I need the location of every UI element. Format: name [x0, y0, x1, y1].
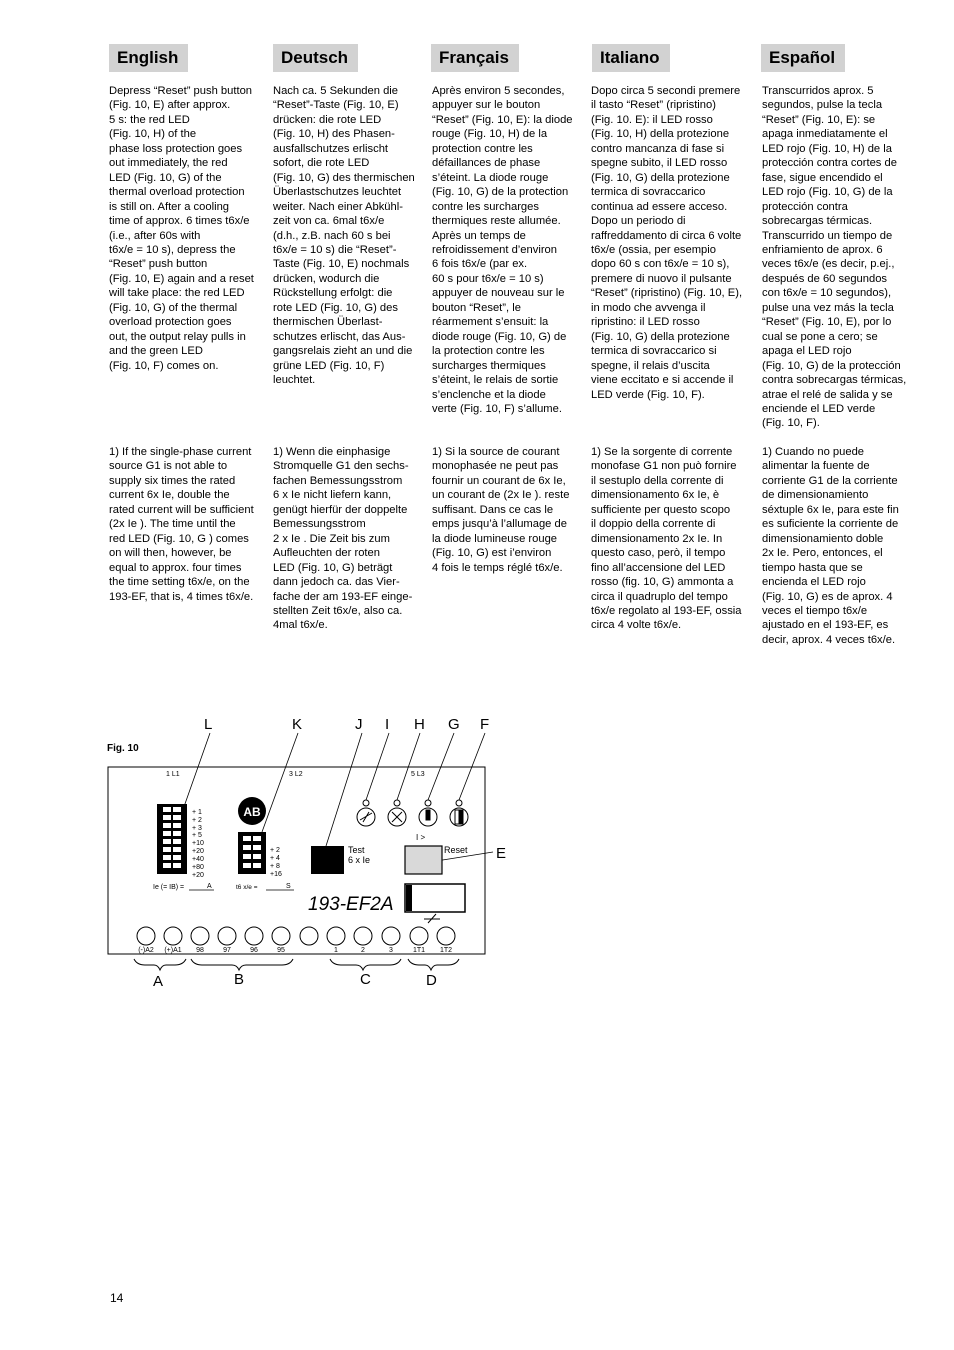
ie-unit: A: [207, 883, 212, 890]
led-i: [363, 800, 369, 806]
dip-value: +40: [192, 856, 204, 863]
callout-j: J: [355, 716, 363, 733]
terminal-label: (+)A1: [164, 947, 182, 954]
lang-heading-italiano: Italiano: [592, 44, 670, 72]
dip-switch-ie[interactable]: [157, 804, 187, 874]
terminal-label: 3: [389, 947, 393, 954]
column-text: [591, 84, 751, 402]
window-edge: [406, 885, 412, 911]
terminal[interactable]: [382, 927, 400, 945]
terminal[interactable]: [354, 927, 372, 945]
column-text: [762, 84, 922, 431]
terminal-label: 96: [250, 947, 258, 954]
terminal-label: 1: [334, 947, 338, 954]
dip-value: +80: [192, 864, 204, 871]
model-label: 193-EF2A: [308, 894, 394, 915]
ab-logo: [238, 797, 266, 825]
led-g: [425, 800, 431, 806]
lang-heading-francais: Français: [431, 44, 519, 72]
callout-i: I: [385, 716, 390, 733]
led-f: [456, 800, 462, 806]
figure-caption: Fig. 10: [107, 743, 139, 754]
reset-button[interactable]: [405, 846, 442, 874]
phase-label: 5 L3: [411, 771, 425, 778]
time-setting-label: t6 x/e =: [236, 884, 258, 891]
test-sub-label: 6 x Ie: [348, 855, 371, 865]
led-h: [394, 800, 400, 806]
callout-b: B: [234, 971, 245, 988]
terminal-label: 97: [223, 947, 231, 954]
dip-value: +10: [192, 840, 204, 847]
column-footnote: [273, 445, 428, 633]
terminal[interactable]: [164, 927, 182, 945]
terminal[interactable]: [218, 927, 236, 945]
terminal[interactable]: [410, 927, 428, 945]
callout-l: L: [204, 716, 213, 733]
terminal-label: 98: [196, 947, 204, 954]
column-text: [432, 84, 587, 416]
column-footnote: [109, 445, 267, 604]
thermistor-symbol-icon: [424, 914, 440, 923]
paragraph-footnote: 1) Si la source de courant monophasée ne peut pas fournir un courant de 6x Ie, un courant de (2x Ie ). reste suffisant. Dans ce cas le emps jusqu’à l’allumage de la diode lumineuse rouge (Fig. 10, G) est i’environ 4 fois le temps réglé t6x/e.: [432, 446, 570, 574]
dip-value: + 4: [270, 855, 280, 862]
phase-label: 1 L1: [166, 771, 180, 778]
test-label: Test: [348, 845, 365, 855]
lang-heading-english: English: [109, 44, 188, 72]
dip-value: + 1: [192, 809, 202, 816]
terminal-label: (-)A2: [138, 947, 154, 954]
page-number: 14: [110, 1291, 124, 1305]
paragraph-main: Dopo circa 5 secondi premere il tasto “Reset” (ripristino) (Fig. 10. E): il LED rosso (Fig. 10, H) della protezione contro mancanza di fase si spegne subito, il LED rosso (Fig. 10, G) della protezione termica di sovraccarico continua ad essere acceso. Dopo un periodo di raffreddamento di circa 6 volte t6x/e (ossia, per esempio dopo 60 s con t6x/e = 10 s), premere di nuovo il pulsante “Reset” (ripristino) (Fig. 10, E), in modo che avvenga il ripristino: il LED rosso (Fig. 10, G) della protezione termica di sovraccarico si spegne, il relais d’uscita viene eccitato e si accende il LED verde (Fig. 10, F).: [591, 85, 743, 401]
paragraph-main: Nach ca. 5 Sekunden die “Reset”-Taste (Fig. 10, E) drücken: die rote LED (Fig. 10, H) des Phasen- ausfallschutzes erlischt sofort, die rote LED (Fig. 10, G) des thermischen Überlastschutzes leuchtet weiter. Nach einer Abkühl- zeit von ca. 6mal t6x/e (d.h., z.B. nach 60 s bei t6x/e = 10 s) die “Reset”- Taste (Fig. 10, E) nochmals drücken, wodurch die Rückstellung erfolgt: die rote LED (Fig. 10, G) des thermischen Überlast- schutzes erlischt, das Aus- gangsrelais zieht an und die grüne LED (Fig. 10, F) leuchtet.: [273, 85, 415, 387]
callout-k: K: [292, 716, 303, 733]
paragraph-main: Transcurridos aprox. 5 segundos, pulse la tecla “Reset” (Fig. 10, E): se apaga inmediatamente el LED rojo (Fig. 10, H) de la protección contra cortes de fase, sigue encendido el LED rojo (Fig. 10, G) de la protección contra sobrecargas térmicas. Transcurrido un tiempo de enfriamiento de aprox. 6 veces t6x/e (es decir, p.ej., después de 60 segundos con t6x/e = 10 segundos), pulse una vez más la tecla “Reset” (Fig. 10, E), por lo cual se pone a cero; se apaga el LED rojo (Fig. 10, G) de la protección contra sobrecargas térmicas, atrae el relé de salida y se enciende el LED verde (Fig. 10, F).: [762, 85, 907, 430]
dip-value: +20: [192, 848, 204, 855]
terminal-label: 1T1: [412, 947, 426, 954]
dip-switch-time[interactable]: [238, 832, 266, 874]
column-footnote: [432, 445, 587, 575]
dip-value: +20: [192, 872, 204, 879]
callout-f: F: [480, 716, 490, 733]
dip-value: + 2: [192, 817, 202, 824]
paragraph-main: Après environ 5 secondes, appuyer sur le bouton “Reset” (Fig. 10, E): la diode rouge (Fig. 10, H) de la protection contre les défaillances de phase s’éteint. La diode rouge (Fig. 10, G) de la protection contre les surcharges thermiques reste allumée. Après un temps de refroidissement d’environ 6 fois t6x/e (par ex. 60 s pour t6x/e = 10 s) appuyer de nouveau sur le bouton “Reset”, le réarmement s’ensuit: la diode rouge (Fig. 10, G) de la protection contre les surcharges thermiques s’éteint, le relais de sortie s’enclenche et la diode verte (Fig. 10, F) s’allume.: [432, 85, 573, 415]
time-unit: S: [286, 883, 291, 890]
callout-a: A: [153, 973, 164, 990]
terminal[interactable]: [300, 927, 318, 945]
callout-e: E: [496, 845, 507, 862]
test-button[interactable]: [311, 846, 344, 874]
terminal-label: 2: [361, 947, 365, 954]
dip-value: + 2: [270, 847, 280, 854]
terminal-label: 95: [277, 947, 285, 954]
terminal[interactable]: [137, 927, 155, 945]
paragraph-footnote: 1) Se la sorgente di corrente monofase G1 non può fornire il sestuplo della corrente di dimensionamento 6x Ie, è sufficiente per questo scopo il doppio della corrente di dimensionamento 2x Ie. In questo caso, però, il tempo fino all’accensione del LED rosso (fig. 10, G) ammonta a circa il quadruplo del tempo t6x/e regolato al 193-EF, ossia circa 4 volte t6x/e.: [591, 446, 742, 632]
paragraph-main: Depress “Reset” push button (Fig. 10, E) after approx. 5 s: the red LED (Fig. 10, H) of the phase loss protection goes out immediately, the red LED (Fig. 10, G) of the thermal overload protection is still on. After a cooling time of approx. 6 times t6x/e (i.e., after 60s with t6x/e = 10 s), depress the “Reset” push button (Fig. 10, E) again and a reset will take place: the red LED (Fig. 10, G) of the thermal overload protection goes out, the output relay pulls in and the green LED (Fig. 10, F) comes on.: [109, 85, 254, 372]
logo-text: AB: [243, 805, 261, 819]
ie-setting-label: Ie (= IB) =: [153, 884, 185, 891]
terminal[interactable]: [191, 927, 209, 945]
reset-symbol: I >: [416, 833, 426, 842]
reset-label: Reset: [444, 845, 468, 855]
paragraph-footnote: 1) If the single-phase current source G1 is not able to supply six times the rated current 6x Ie, double the rated current will be sufficient (2x Ie ). The time until the red LED (Fig. 10, G ) comes on will then, however, be equal to approx. four times the time setting t6x/e, on the 193-EF, that is, 4 times t6x/e.: [109, 446, 254, 603]
paragraph-footnote: 1) Cuando no puede alimentar la fuente de corriente G1 de la corriente de dimensionamiento séxtuple 6x Ie, para este fin es suficiente la corriente de dimensionamiento doble 2x Ie. Pero, entonces, el tiempo hasta que se encienda el LED rojo (Fig. 10, G) es de aprox. 4 veces el tiempo t6x/e ajustado en el 193-EF, es decir, aprox. 4 veces t6x/e.: [762, 446, 899, 646]
phase-label: 3 L2: [289, 771, 303, 778]
lang-heading-espanol: Español: [761, 44, 845, 72]
display-window: [405, 884, 465, 912]
paragraph-footnote: 1) Wenn die einphasige Stromquelle G1 den sechs- fachen Bemessungsstrom 6 x Ie nicht liefern kann, genügt hierfür der doppelte Bemessungsstrom 2 x Ie . Die Zeit bis zum Aufleuchten der roten LED (Fig. 10, G) beträgt dann jedoch ca. das Vier- fache der am 193-EF einge- stellten Zeit t6x/e, also ca. 4mal t6x/e.: [273, 446, 413, 632]
group-brackets: [134, 959, 459, 970]
callout-h: H: [414, 716, 425, 733]
callout-g: G: [448, 716, 460, 733]
column-text: [273, 84, 428, 388]
terminal[interactable]: [327, 927, 345, 945]
terminal[interactable]: [272, 927, 290, 945]
dip-value: + 5: [192, 832, 202, 839]
callout-c: C: [360, 971, 371, 988]
terminal[interactable]: [437, 927, 455, 945]
fig-10-diagram: [0, 700, 954, 1000]
callout-d: D: [426, 972, 437, 989]
dip-value: + 3: [192, 825, 202, 832]
dip-value: + 8: [270, 863, 280, 870]
terminal-label: 1T2: [439, 947, 453, 954]
lang-heading-deutsch: Deutsch: [273, 44, 358, 72]
terminal[interactable]: [245, 927, 263, 945]
terminal-row: [137, 927, 455, 945]
column-footnote: [591, 445, 751, 633]
column-text: [109, 84, 267, 373]
column-footnote: [762, 445, 922, 647]
leader-lines: [180, 733, 493, 862]
dip-value: +16: [270, 871, 282, 878]
